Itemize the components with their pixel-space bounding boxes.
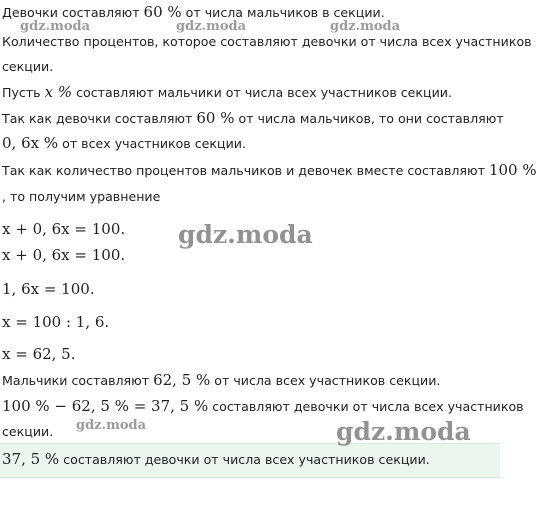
equation-3: 1, 6x = 100. (2, 280, 95, 298)
watermark: gdz.moda (178, 220, 313, 249)
math-inline: 37, 5 % (2, 450, 60, 468)
text: составляют девочки от числа всех участников (208, 399, 524, 414)
text: от всех участников секции. (58, 136, 246, 151)
text-line-5 (2, 109, 504, 128)
text: от числа мальчиков, то они составляют (234, 111, 504, 126)
watermark: gdz.moda (336, 417, 471, 446)
math-inline: 60 % (143, 3, 182, 21)
watermark: gdz.moda (176, 19, 247, 34)
text-line-3: секции. (2, 59, 54, 74)
text: Так как девочки составляют (2, 111, 197, 126)
answer-line (2, 450, 430, 469)
equation-1: x + 0, 6x = 100. (2, 220, 126, 238)
math-inline: 100 % − 62, 5 % = 37, 5 % (2, 397, 209, 415)
text: Мальчики составляют (2, 373, 154, 388)
math-inline: 62, 5 % (153, 371, 211, 389)
math-inline: 60 % (196, 109, 235, 127)
text: составляют мальчики от числа всех участников секции. (72, 85, 452, 100)
equation-2: x + 0, 6x = 100. (2, 246, 126, 264)
text: Пусть (2, 85, 45, 100)
text-line-11: секции. (2, 424, 54, 439)
watermark: gdz.moda (76, 418, 147, 433)
text: составляют девочки от числа всех участников секции. (59, 452, 430, 467)
text: Девочки составляют (2, 5, 144, 20)
math-inline: x % (44, 83, 73, 101)
text: от числа всех участников секции. (210, 373, 441, 388)
text-line-4 (2, 83, 452, 102)
math-inline: 100 % (488, 161, 537, 179)
text-line-9 (2, 371, 440, 390)
text: Так как количество процентов мальчиков и девочек вместе составляют (2, 163, 489, 178)
text-line-8: , то получим уравнение (2, 189, 161, 204)
text-line-10 (2, 397, 524, 416)
watermark: gdz.moda (20, 19, 91, 34)
equation-5: x = 62, 5. (2, 345, 76, 363)
text-line-7 (2, 161, 537, 180)
math-inline: 0, 6x % (2, 134, 59, 152)
text-line-2: Количество процентов, которое составляют девочки от числа всех участников (2, 34, 532, 49)
watermark: gdz.moda (330, 19, 401, 34)
equation-4: x = 100 : 1, 6. (2, 313, 110, 331)
text: от числа мальчиков в секции. (181, 5, 385, 20)
text-line-6 (2, 134, 246, 153)
